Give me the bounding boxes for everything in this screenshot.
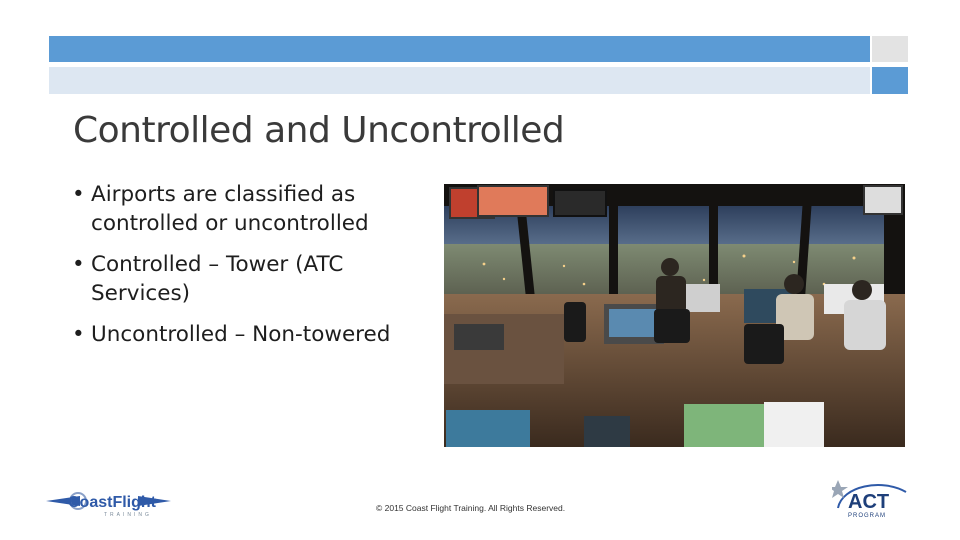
header-bar-bottom (49, 67, 870, 94)
bullet-list (72, 180, 422, 361)
header-bar-top (49, 36, 870, 62)
logo-text: CoastFlight (68, 494, 156, 511)
footer-copyright: © 2015 Coast Flight Training. All Rights Reserved. (376, 503, 566, 513)
header-bar-top-end (872, 36, 908, 62)
slide-title: Controlled and Uncontrolled (73, 110, 565, 151)
act-program-logo (832, 478, 912, 522)
bullet-item: • Controlled – Tower (ATC Services) (72, 250, 422, 308)
control-tower-photo (444, 184, 905, 447)
logo-subtext: PROGRAM (848, 513, 887, 519)
logo-subtext: TRAINING (104, 512, 152, 518)
logo-text: ACT (848, 491, 890, 513)
bullet-item: • Uncontrolled – Non-towered (72, 320, 422, 349)
coastflight-logo (46, 484, 171, 520)
header-bar-bottom-end (872, 67, 908, 94)
control-tower-illustration (444, 184, 905, 447)
bullet-item: • Airports are classified as controlled or uncontrolled (72, 180, 422, 238)
